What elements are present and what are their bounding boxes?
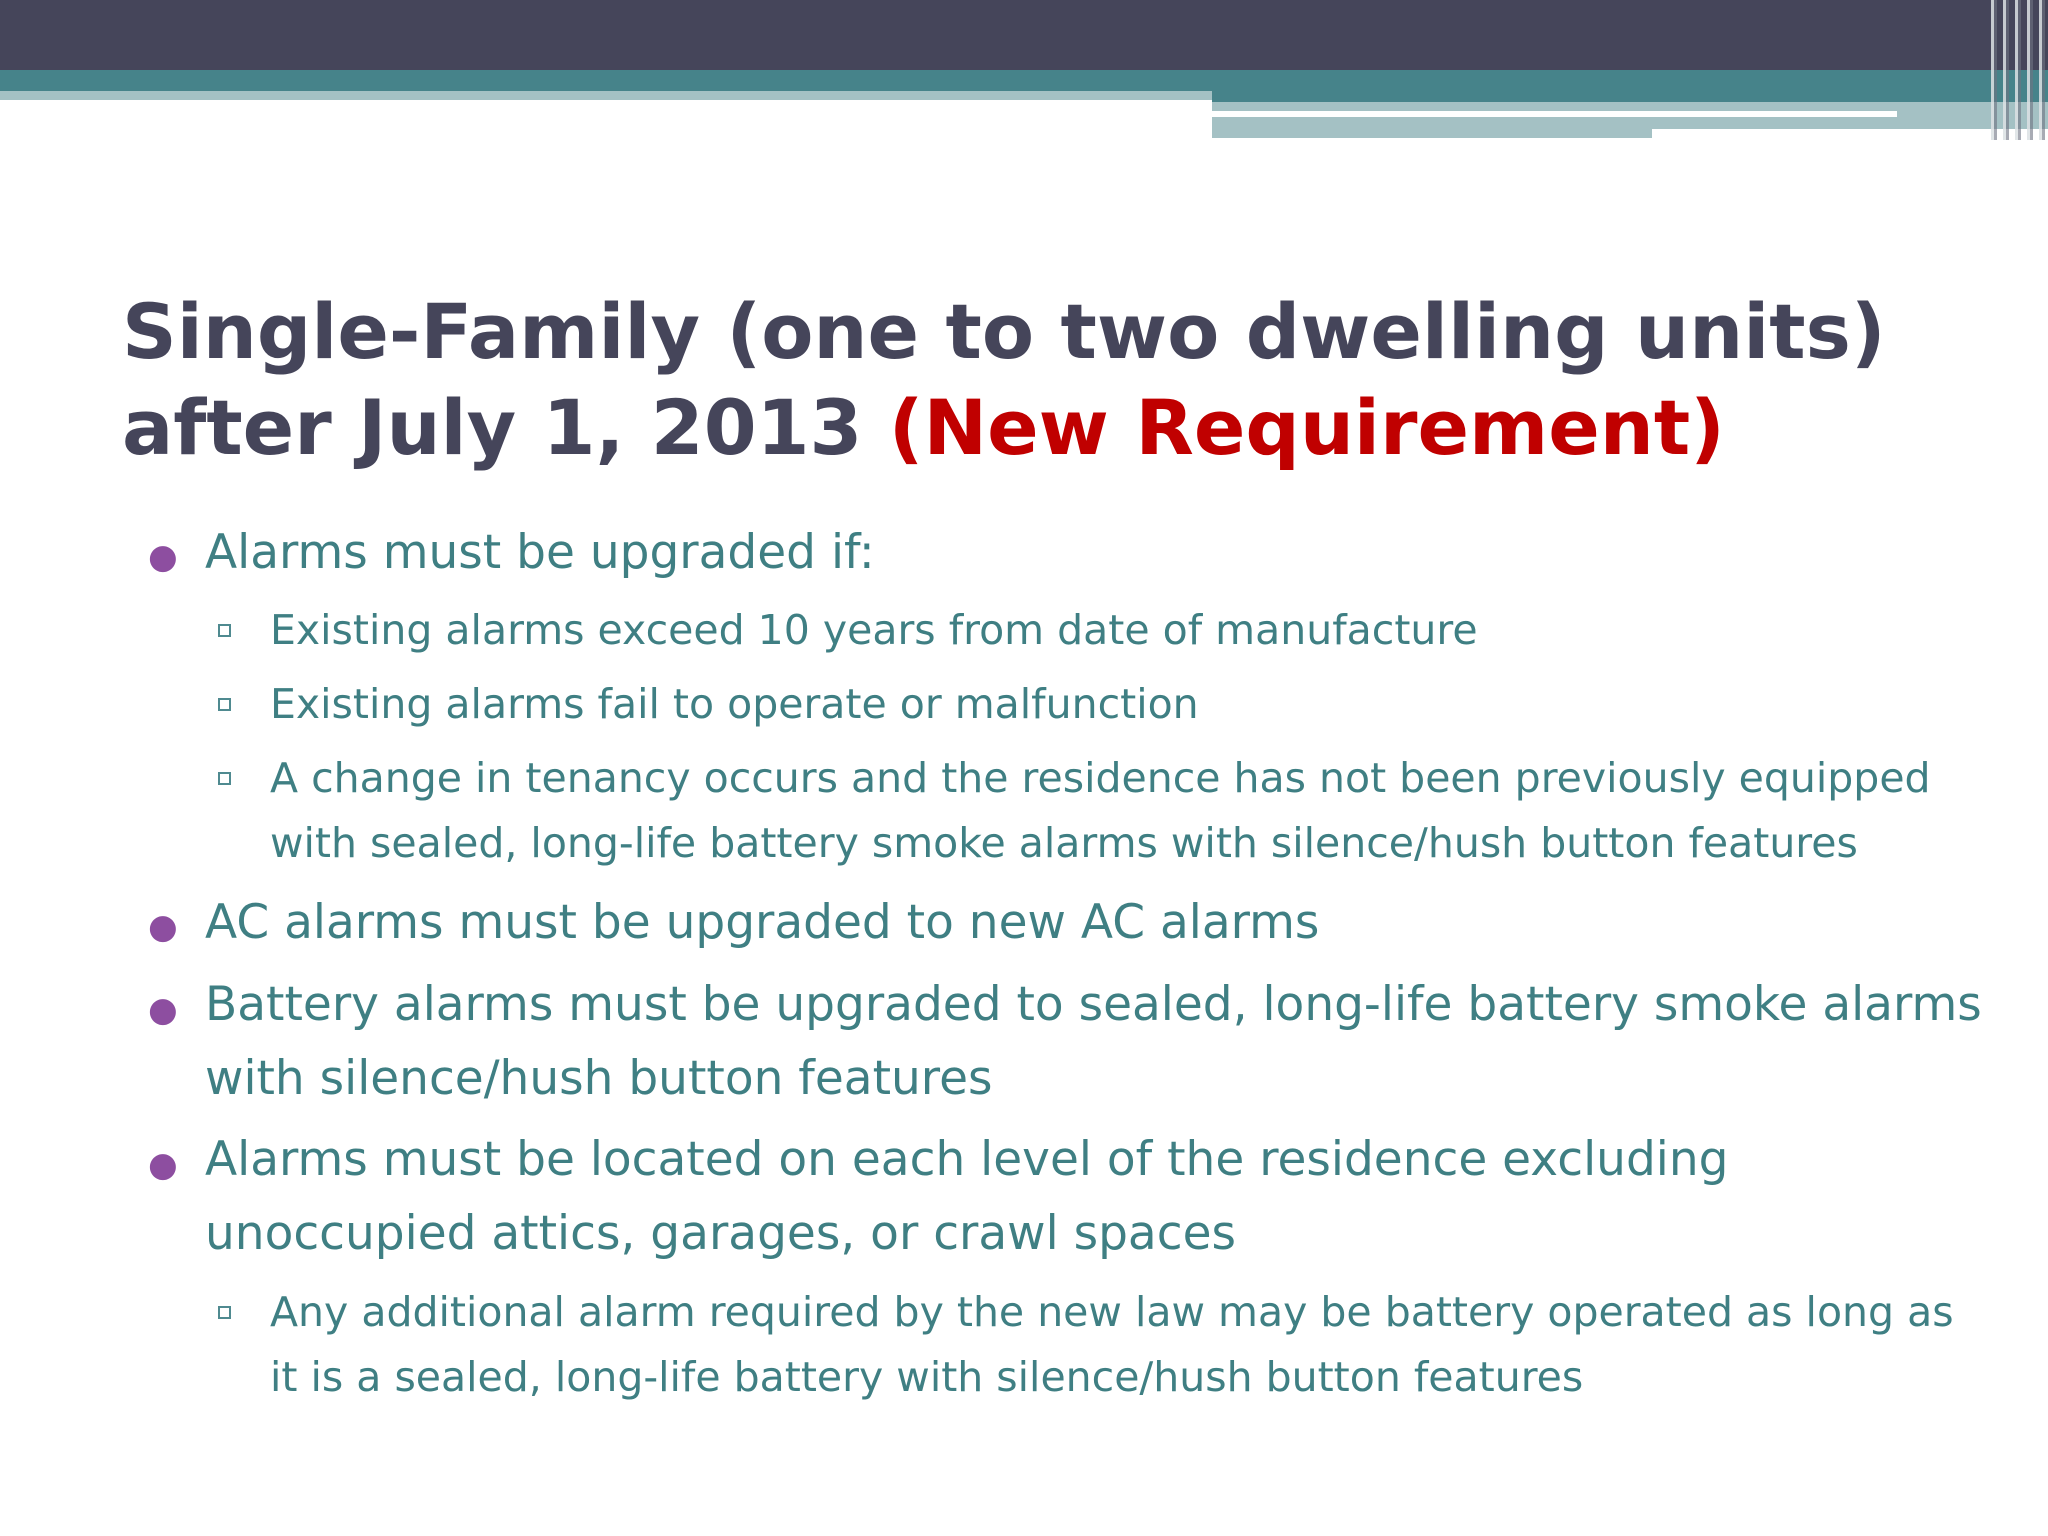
header-band-light-low [1212,129,1652,138]
header-band-dark [0,0,2048,70]
header-band-teal [0,70,2048,91]
sub-list-item: Any additional alarm required by the new law may be battery operated as long as it is a sealed, long-life battery with silence/hush button features [270,1288,1954,1401]
list-item: Battery alarms must be upgraded to sealed, long-life battery smoke alarms with silence/hush button features [205,977,1982,1106]
header-band-light-left [0,91,1212,100]
hollow-square-bullet-icon [218,772,231,785]
hollow-square-bullet-icon [218,698,231,711]
list-item: Alarms must be upgraded if: [205,525,875,580]
list-item: Alarms must be located on each level of the residence excluding unoccupied attics, garages, or crawl spaces [205,1132,1729,1261]
header-stripes [1985,0,2048,140]
hollow-square-bullet-icon [218,1306,231,1319]
slide-title [122,284,2002,476]
sub-list-item: A change in tenancy occurs and the residence has not been previously equipped with sealed, long-life battery smoke alarms with silence/hush button features [270,754,1931,867]
list-item: AC alarms must be upgraded to new AC alarms [205,895,1320,950]
round-dot-bullet-icon: ● [148,537,178,577]
sub-list-item: Existing alarms exceed 10 years from date of manufacture [270,606,1478,654]
round-dot-bullet-icon: ● [148,990,178,1030]
slide-title-main: Single-Family (one to two dwelling units) after July 1, 2013 [122,287,1886,472]
round-dot-bullet-icon: ● [148,1145,178,1185]
slide-title-highlight: (New Requirement) [888,383,1725,472]
round-dot-bullet-icon: ● [148,907,178,947]
sub-list-item: Existing alarms fail to operate or malfunction [270,680,1199,728]
hollow-square-bullet-icon [218,624,231,637]
header-white-line [1212,111,1897,117]
header-band-teal-right [1212,91,2048,102]
